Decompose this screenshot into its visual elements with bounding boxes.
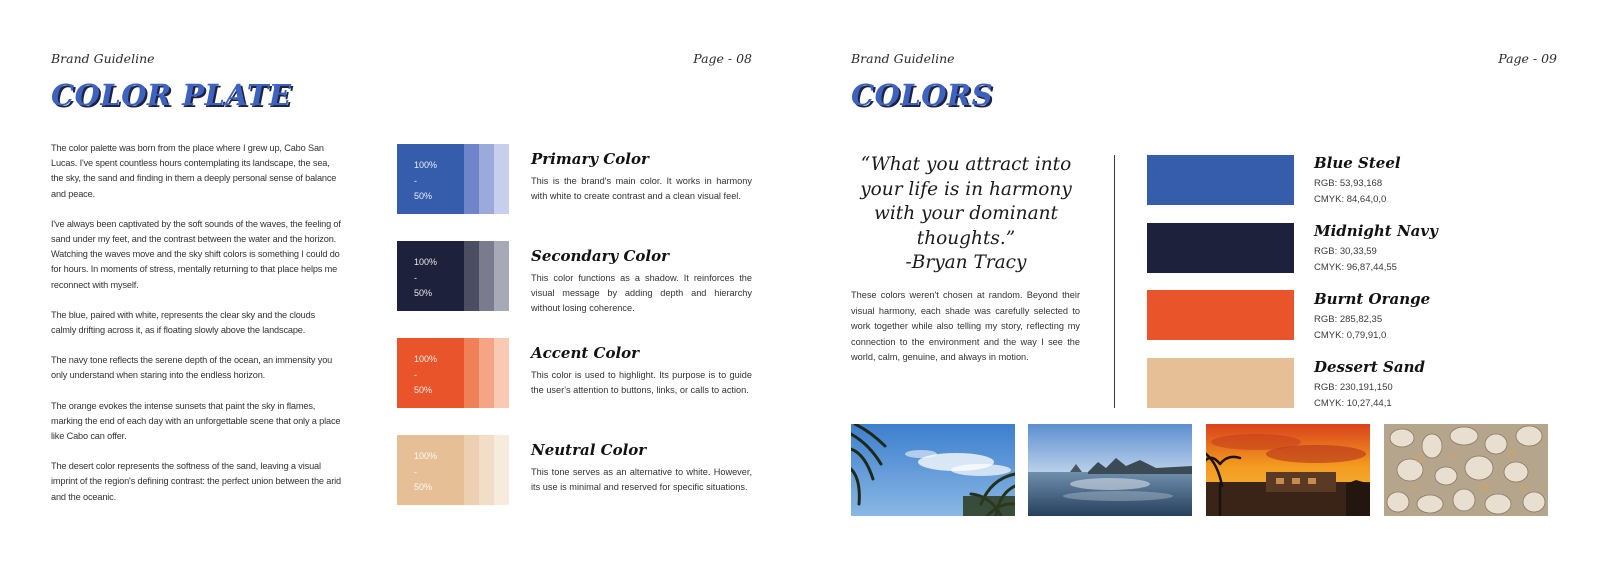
- paragraph: I've always been captivated by the soft sounds of the waves, the feeling of sand under my feet, and the contrast between the water and the horizon. Watching the waves move and the sky shift colors is something I could do for hours. In moments of stress, mentally returning to that place helps me reconnect with myself.: [51, 218, 341, 290]
- swatch-label-top: 100%: [414, 354, 438, 364]
- page-title: COLOR PLATE: [51, 78, 292, 112]
- palette-description: [51, 141, 341, 520]
- accent-color-swatch: [397, 338, 509, 408]
- role-text: This color functions as a shadow. It reinforces the visual message by adding depth and hierarchy without losing coherence.: [531, 273, 752, 313]
- swatch-tint-range: [414, 255, 437, 302]
- swatch-base: [397, 338, 464, 408]
- brand-guideline-header: Brand Guideline: [51, 51, 155, 66]
- swatch-tint: [494, 338, 509, 408]
- palm-sky-photo: [851, 424, 1015, 516]
- swatch-label-bottom: 50%: [414, 385, 433, 395]
- paragraph: The color palette was born from the place where I grew up, Cabo San Lucas. I've spent countless hours contemplating its landscape, the sea, the sky, the sand and finding in them a deeply personal sense of balance and peace.: [51, 143, 337, 199]
- swatch-tint: [464, 338, 479, 408]
- quote: [851, 153, 1081, 276]
- swatch-base: [397, 435, 464, 505]
- swatch-tint: [464, 435, 479, 505]
- role-text: This color is used to highlight. Its purpose is to guide the user's attention to buttons, links, or calls to action.: [531, 370, 752, 395]
- role-heading: Primary Color: [531, 150, 649, 168]
- quote-text: “What you attract into your life is in harmony with your dominant thoughts.”: [860, 154, 1072, 249]
- role-heading: Accent Color: [531, 344, 640, 362]
- swatch-base: [397, 241, 464, 311]
- dessert-sand-block: [1147, 358, 1294, 408]
- primary-color-description: [531, 150, 752, 204]
- paragraph: The desert color represents the softness of the sand, leaving a visual imprint of the region's defining contrast: the perfect union between the arid and the oceanic.: [51, 461, 342, 502]
- dessert-sand-info: [1314, 358, 1514, 411]
- swatch-label-bottom: 50%: [414, 191, 433, 201]
- swatch-tint: [479, 144, 494, 214]
- color-name: Dessert Sand: [1314, 358, 1425, 376]
- swatch-label-mid: -: [414, 369, 417, 380]
- color-name: Midnight Navy: [1314, 222, 1438, 240]
- page-09: [800, 0, 1600, 566]
- colors-intro: These colors weren't chosen at random. Beyond their visual harmony, each shade was carefully selected to work together while also telling my story, reflecting my connection to the environment and the way I see the world, calm, genuine, and always in motion.: [851, 290, 1080, 362]
- sand-pebbles-photo: [1384, 424, 1548, 516]
- role-text: This is the brand's main color. It works in harmony with white to create contrast and a clean visual feel.: [531, 176, 752, 201]
- swatch-tint: [464, 144, 479, 214]
- color-cmyk: CMYK: 10,27,44,1: [1314, 397, 1392, 409]
- swatch-tint: [494, 435, 509, 505]
- swatch-base: [397, 144, 464, 214]
- burnt-orange-block: [1147, 290, 1294, 340]
- blue-steel-info: [1314, 154, 1514, 207]
- swatch-label-mid: -: [414, 175, 417, 186]
- neutral-color-description: [531, 441, 752, 495]
- quote-author: -Bryan Tracy: [905, 252, 1027, 273]
- swatch-tint: [494, 144, 509, 214]
- swatch-label-top: 100%: [414, 257, 438, 267]
- paragraph: The orange evokes the intense sunsets that paint the sky in flames, marking the end of each day with an unforgettable scene that only a place like Cabo can offer.: [51, 400, 341, 442]
- page-number: Page - 08: [693, 51, 752, 66]
- paragraph: The navy tone reflects the serene depth of the ocean, an immensity you only understand when staring into the endless horizon.: [51, 355, 333, 381]
- swatch-tint-range: [414, 352, 437, 399]
- swatch-label-mid: -: [414, 272, 417, 283]
- role-heading: Neutral Color: [531, 441, 647, 459]
- swatch-label-top: 100%: [414, 160, 438, 170]
- brand-guideline-header: Brand Guideline: [851, 51, 955, 66]
- swatch-label-bottom: 50%: [414, 482, 433, 492]
- midnight-navy-block: [1147, 223, 1294, 273]
- swatch-tint: [494, 241, 509, 311]
- color-name: Burnt Orange: [1314, 290, 1431, 308]
- swatch-tint: [479, 241, 494, 311]
- role-heading: Secondary Color: [531, 247, 670, 265]
- swatch-tint: [464, 241, 479, 311]
- sea-rocks-photo: [1028, 424, 1192, 516]
- burnt-orange-info: [1314, 290, 1514, 343]
- role-text: This tone serves as an alternative to white. However, its use is minimal and reserved for specific situations.: [531, 467, 752, 492]
- sunset-photo: [1206, 424, 1370, 516]
- page-title: COLORS: [851, 78, 994, 112]
- primary-color-swatch: [397, 144, 509, 214]
- swatch-tint: [479, 435, 494, 505]
- swatch-tint-range: [414, 158, 437, 205]
- accent-color-description: [531, 344, 752, 398]
- color-rgb: RGB: 285,82,35: [1314, 314, 1383, 325]
- swatch-label-mid: -: [414, 466, 417, 477]
- color-cmyk: CMYK: 0,79,91,0: [1314, 329, 1387, 341]
- neutral-color-swatch: [397, 435, 509, 505]
- color-rgb: RGB: 230,191,150: [1314, 382, 1393, 393]
- swatch-tint: [479, 338, 494, 408]
- color-cmyk: CMYK: 96,87,44,55: [1314, 261, 1397, 273]
- blue-steel-block: [1147, 155, 1294, 205]
- paragraph: The blue, paired with white, represents the clear sky and the clouds calmly drifting across it, as if floating slowly above the landscape.: [51, 309, 316, 336]
- swatch-tint-range: [414, 449, 437, 496]
- page-number: Page - 09: [1498, 51, 1557, 66]
- color-name: Blue Steel: [1314, 154, 1401, 172]
- color-rgb: RGB: 53,93,168: [1314, 178, 1383, 189]
- swatch-label-bottom: 50%: [414, 288, 433, 298]
- swatch-label-top: 100%: [414, 451, 438, 461]
- secondary-color-description: [531, 247, 752, 316]
- secondary-color-swatch: [397, 241, 509, 311]
- vertical-divider: [1114, 155, 1115, 408]
- color-cmyk: CMYK: 84,64,0,0: [1314, 193, 1387, 205]
- midnight-navy-info: [1314, 222, 1514, 275]
- color-rgb: RGB: 30,33,59: [1314, 246, 1377, 257]
